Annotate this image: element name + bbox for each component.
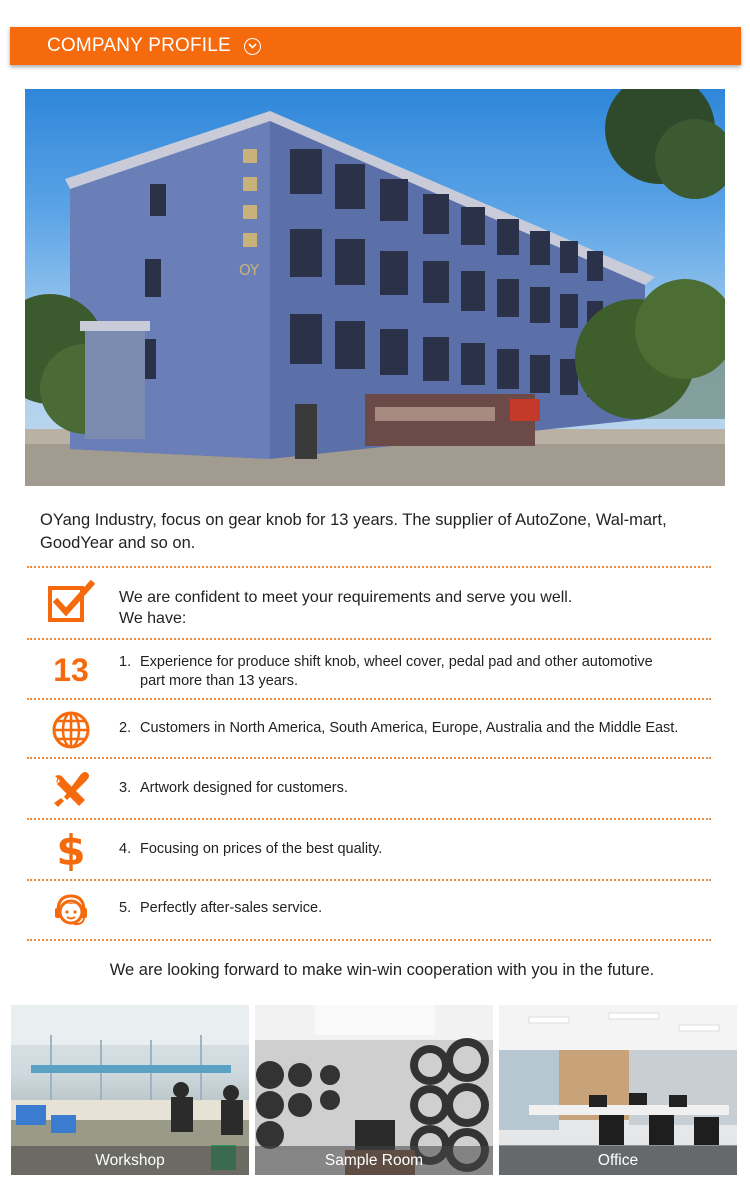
dotted-divider <box>27 939 711 941</box>
feature-text: Experience for produce shift knob, wheel cover, pedal pad and other automotive <box>140 654 653 670</box>
section-title: COMPANY PROFILE <box>47 35 231 56</box>
section-header <box>10 27 741 65</box>
workshop-caption: Workshop <box>11 1146 249 1175</box>
building-sign-text: OY <box>239 261 260 279</box>
svg-text:$: $ <box>56 828 86 872</box>
feature-text: Perfectly after-sales service. <box>140 900 323 916</box>
sample-room-caption: Sample Room <box>255 1146 493 1175</box>
years-13-icon: 13 <box>53 652 89 688</box>
feature-text: Focusing on prices of the best quality. <box>140 841 383 857</box>
customer-service-headset-icon <box>45 891 97 929</box>
workshop-photo <box>11 1005 249 1175</box>
tools-icon <box>45 770 97 810</box>
feature-number: 2. <box>119 720 132 736</box>
confidence-line-1: We are confident to meet your requirements and serve you well. <box>119 589 573 606</box>
chevron-down-icon[interactable] <box>244 38 261 55</box>
feature-text: Customers in North America, South America, Europe, Australia and the Middle East. <box>140 720 679 736</box>
dotted-divider <box>27 818 711 820</box>
feature-number: 5. <box>119 900 132 916</box>
confidence-line-2: We have: <box>119 610 187 627</box>
office-caption: Office <box>499 1146 737 1175</box>
company-building-photo <box>25 89 725 486</box>
feature-text: Artwork designed for customers. <box>140 780 348 796</box>
dollar-icon <box>45 828 97 872</box>
office-photo <box>499 1005 737 1175</box>
globe-icon <box>45 711 97 749</box>
feature-number: 1. <box>119 654 132 670</box>
dotted-divider <box>27 566 711 568</box>
feature-text-continued: part more than 13 years. <box>140 673 298 689</box>
dotted-divider <box>27 698 711 700</box>
closing-text: We are looking forward to make win-win cooperation with you in the future. <box>109 961 655 979</box>
company-intro-text: OYang Industry, focus on gear knob for 13 years. The supplier of AutoZone, Wal-mart, GoodYear and so on. <box>40 511 667 552</box>
dotted-divider <box>27 757 711 759</box>
feature-number: 3. <box>119 780 132 796</box>
dotted-divider <box>27 879 711 881</box>
sample-room-photo <box>255 1005 493 1175</box>
checkbox-check-icon <box>45 580 97 624</box>
feature-number: 4. <box>119 841 132 857</box>
dotted-divider <box>27 638 711 640</box>
